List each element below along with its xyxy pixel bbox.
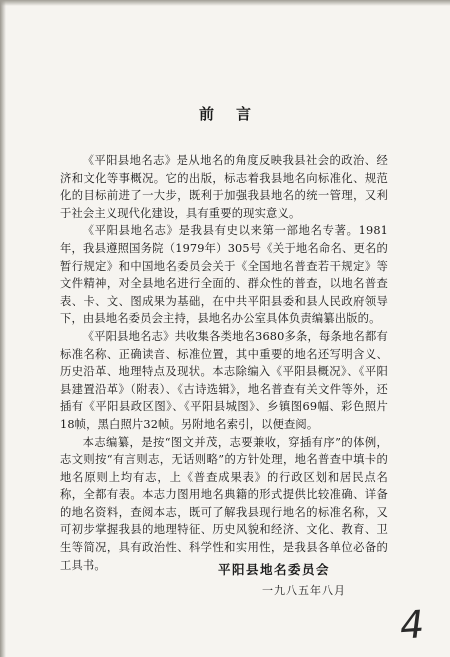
paragraph-2: 《平阳县地名志》是我县有史以来第一部地名专著。1981年，我县遵照国务院（1979年）305号《关于地名命名、更名的暂行规定》和中国地名委员会关于《全国地名普查若干规定》等文件精神，对全县地名进行全面的、群众性的普查，以地名普查表、卡、文、图成果为基础，在中共平阳县委和县人民政府领导下，由县地名委员会主持，县地名办公室具体负责编纂出版的。 [60,224,388,326]
paragraph-1: 《平阳县地名志》是从地名的角度反映我县社会的政治、经济和文化等事概况。它的出版，标志着我县地名向标准化、规范化的目标前进了一大步，既利于加强我县地名的统一管理，又利于社会主义现代化建设，具有重要的现实意义。 [60,154,388,220]
body-text [60,152,388,574]
signature-organization: 平阳县地名委员会 [218,562,331,577]
paragraph-4: 本志编纂，是按“图文并茂，志要兼收，穿插有序”的体例，志文则按“有言则志，无话则略”的方针处理，地名普查中填卡的地名原则上均有志，上《普查成果表》的行政区划和居民点名称，全都有表。本志力图用地名典籍的形式提供比较准确、详备的地名资料，查阅本志，既可了解我县现行地名的标准名称，又可初步掌握我县的地理特征、历史风貌和经济、文化、教育、卫生等简况，具有政治性、科学性和实用性，是我县各单位必备的工具书。 [60,435,388,572]
handwritten-page-number: 4 [398,602,426,648]
page-title: 前言 [198,105,273,123]
scan-edge-shadow-top [0,0,450,6]
signature-date: 一九八五年八月 [262,584,346,597]
paragraph-3: 《平阳县地名志》共收集各类地名3680多条，每条地名都有标准名称、正确读音、标准位置，其中重要的地名还写明含义、历史沿革、地理特点及现状。本志除编入《平阳县概况》、《平阳县建置沿革》（附表）、《古诗选辑》，地名普查有关文件等外，还插有《平阳县政区图》、《平阳县城图》、乡镇图69幅、彩色照片18帧，黑白照片32帧。另附地名索引，以便查阅。 [60,329,388,431]
scan-edge-shadow-left [0,0,6,657]
